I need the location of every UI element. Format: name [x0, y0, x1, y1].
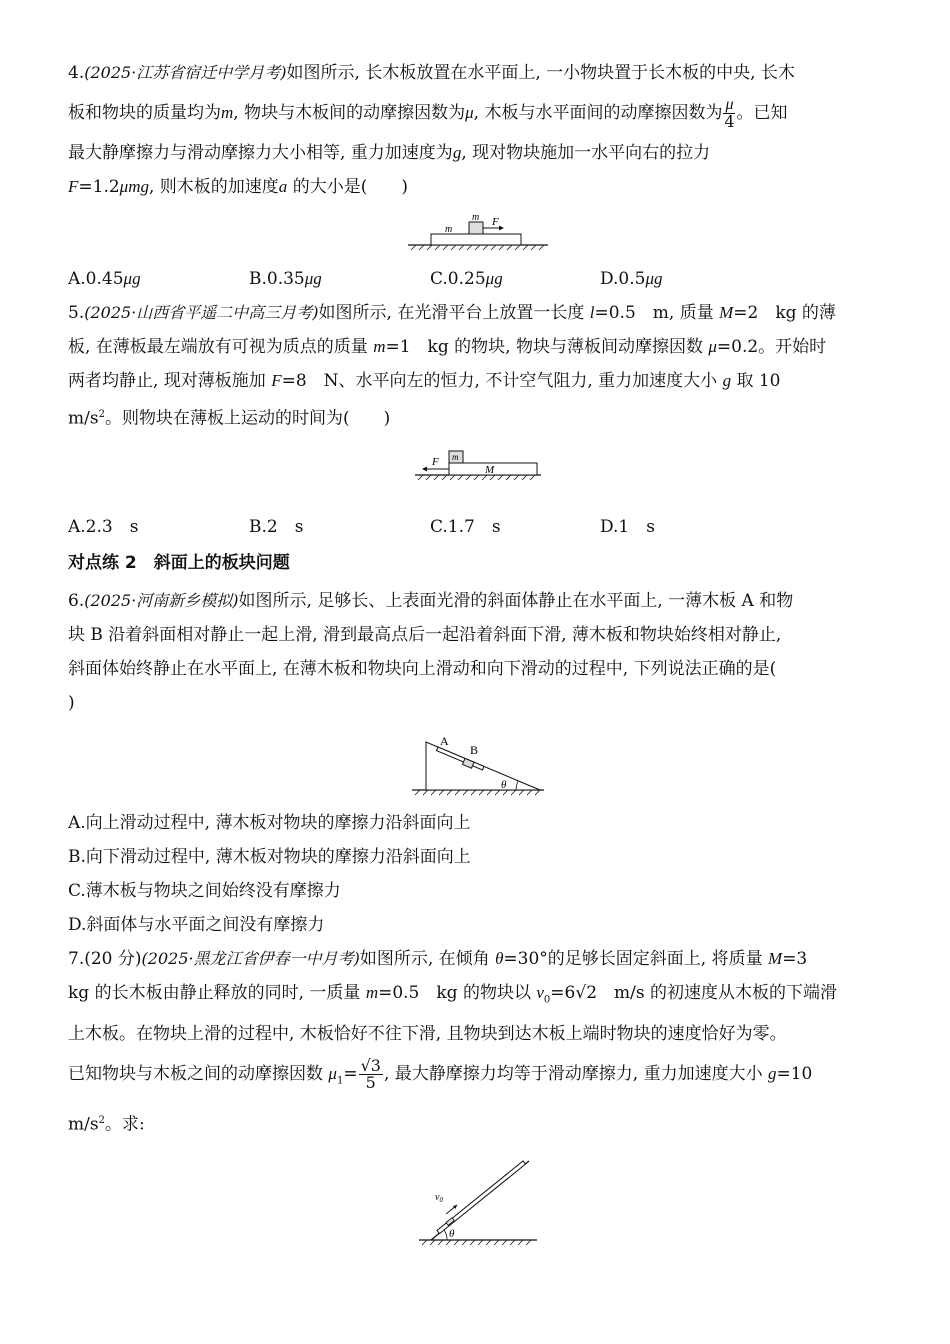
q6-theta-label: θ [501, 778, 507, 791]
q7-line-2: kg 的长木板由静止释放的同时, 一质量 m=0.5 kg 的物块以 $v_0=6√2$ m/s 的初速度从木板的下端滑 [68, 982, 837, 1006]
q5-option-a[interactable]: A.2.3 s [68, 516, 139, 537]
q5-line-2: 板, 在薄板最左端放有可视为质点的质量 m=1 kg 的物块, 物块与薄板间动摩擦因数 μ=0.2。开始时 [68, 337, 827, 357]
q6-option-c[interactable]: C.薄木板与物块之间始终没有摩擦力 [68, 880, 341, 901]
q6-options [68, 806, 888, 942]
q7-incline-figure [413, 1156, 543, 1251]
q5-line-4: $m/s^2$。则物块在薄板上运动的时间为( ) [68, 408, 391, 429]
q6-label-b: B [470, 742, 479, 757]
q7-block [446, 1218, 454, 1226]
q6-line-4: ) [68, 692, 75, 713]
q6-line-2: 块 B 沿着斜面相对静止一起上滑, 滑到最高点后一起沿着斜面下滑, 薄木板和物块始终相对静止, [68, 624, 782, 645]
q4-option-b[interactable]: B.0.35μg [249, 269, 322, 289]
q4-small-block [469, 222, 483, 234]
q7-line-5: $m/s^2$。求: [68, 1115, 145, 1136]
q6-option-a[interactable]: A.向上滑动过程中, 薄木板对物块的摩擦力沿斜面向上 [68, 812, 471, 833]
q5-line-1: 5.(2025·山西省平遥二中高三月考)如图所示, 在光滑平台上放置一长度 l=0.5 m, 质量 M=2 kg 的薄 [68, 303, 836, 323]
q4-line-4: F=1.2μmg, 则木板的加速度a 的大小是( ) [68, 177, 408, 197]
q7-v0-label: $v_0$ [435, 1192, 443, 1205]
q4-board-label: m [445, 224, 453, 235]
q4-block-label: m [472, 212, 480, 223]
q4-line-3: 最大静摩擦力与滑动摩擦力大小相等, 重力加速度为g, 现对物块施加一水平向右的拉力 [68, 143, 711, 163]
q5-plank-block-figure [413, 444, 543, 486]
section-heading: 对点练 2 斜面上的板块问题 [68, 552, 290, 573]
q4-options [68, 264, 888, 294]
q4-board-block-figure [403, 212, 553, 256]
q4-option-c[interactable]: C.0.25μg [430, 269, 503, 289]
q6-incline-figure [408, 728, 548, 798]
q6-line-1: 6.(2025·河南新乡模拟)如图所示, 足够长、上表面光滑的斜面体静止在水平面上, 一薄木板 A 和物 [68, 590, 794, 611]
question-7 [68, 942, 888, 1251]
q4-force-label: F [492, 216, 499, 228]
q5-line-3: 两者均静止, 现对薄板施加 F=8 N、水平向左的恒力, 不计空气阻力, 重力加速度大小 g 取 10 [68, 371, 781, 391]
q7-line-1: 7.(20 分)(2025·黑龙江省伊春一中月考)如图所示, 在倾角 θ=30°的足够长固定斜面上, 将质量 M=3 [68, 948, 808, 969]
q5-options [68, 512, 888, 542]
question-4 [68, 56, 888, 294]
question-6 [68, 584, 888, 942]
q5-plank-label: M [485, 463, 495, 476]
q7-line-3: 上木板。在物块上滑的过程中, 木板恰好不往下滑, 且物块到达木板上端时物块的速度恰好为零。 [68, 1024, 787, 1045]
q6-line-3: 斜面体始终静止在水平面上, 在薄木板和物块向上滑动和向下滑动的过程中, 下列说法正确的是( [68, 658, 777, 679]
q6-label-a: A [440, 733, 449, 748]
q5-option-d[interactable]: D.1 s [600, 516, 655, 537]
q4-line-1: 4.(2025·江苏省宿迁中学月考)如图所示, 长木板放置在水平面上, 一小物块置于长木板的中央, 长木 [68, 63, 795, 83]
q5-option-b[interactable]: B.2 s [249, 516, 304, 537]
q4-option-d[interactable]: D.0.5μg [600, 269, 663, 289]
q4-option-a[interactable]: A.0.45μg [68, 269, 141, 289]
question-5 [68, 296, 888, 542]
q7-line-4: 已知物块与木板之间的动摩擦因数 $\mu_1=$ $\frac{√3}{5}$ , 最大静摩擦力均等于滑动摩擦力, 重力加速度大小 g=10 [68, 1056, 813, 1093]
q6-option-b[interactable]: B.向下滑动过程中, 薄木板对物块的摩擦力沿斜面向上 [68, 846, 471, 867]
q5-force-label: F [432, 455, 439, 468]
q4-long-board [431, 234, 521, 245]
q4-line-2: 板和物块的质量均为m, 物块与木板间的动摩擦因数为μ, 木板与水平面间的动摩擦因数为 $\frac{\mu}{4}$ 。已知 [68, 96, 788, 131]
document-page [68, 56, 888, 1259]
q7-theta-label: θ [449, 1228, 455, 1241]
q4-fraction: $\frac{\mu}{4}$ [724, 96, 735, 131]
q7-fraction: $\frac{√3}{5}$ [360, 1056, 381, 1093]
q5-option-c[interactable]: C.1.7 s [430, 516, 501, 537]
q6-option-d[interactable]: D.斜面体与水平面之间没有摩擦力 [68, 914, 325, 935]
q5-block-label: m [452, 451, 459, 462]
